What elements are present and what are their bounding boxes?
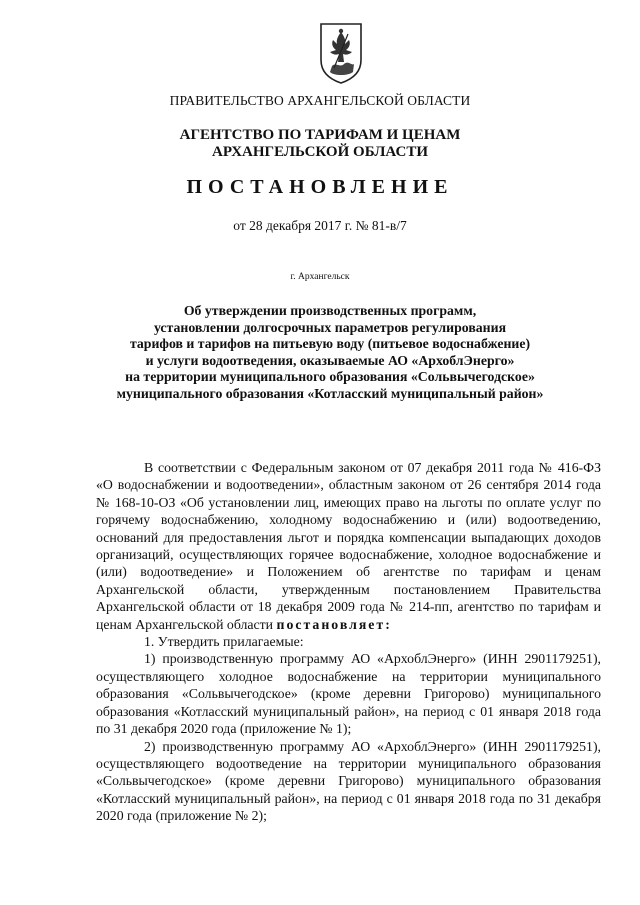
arkhangelsk-coat-of-arms-icon xyxy=(318,22,364,84)
government-name: ПРАВИТЕЛЬСТВО АРХАНГЕЛЬСКОЙ ОБЛАСТИ xyxy=(169,93,471,108)
title-line: на территории муниципального образования «Сольвычегодское» xyxy=(125,369,535,384)
list-item: 1) производственную программу АО «АрхоблЭнерго» (ИНН 2901179251), осуществляющего холодное водоснабжение на территории муниципального образования «Сольвычегодское» (кроме деревни Григорово) муниципального образования «Котласский муниципальный район», на период с 01 января 2018 года по 31 декабря 2020 года (приложение № 1); xyxy=(96,651,601,737)
document-type-heading: ПОСТАНОВЛЕНИЕ xyxy=(186,176,454,198)
preamble-paragraph xyxy=(96,459,601,633)
title-line: установлении долгосрочных параметров регулирования xyxy=(153,319,507,335)
document-body xyxy=(96,459,601,825)
title-line: муниципального образования «Котласский муниципальный район» xyxy=(116,385,544,401)
document-city: г. Архангельск xyxy=(290,272,350,282)
point-paragraph: 1. Утвердить прилагаемые: xyxy=(144,634,304,650)
preamble-text: В соответствии с Федеральным законом от 07 декабря 2011 года № 416-ФЗ «О водоснабжении и водоотведении», областным законом от 26 сентября 2014 года № 168-10-ОЗ «Об установлении лиц, имеющих право на льготы по оплате услуг по горячему водоснабжению, холодному водоснабжению и (или) водоотведению, оснований для предоставления льгот и порядка компенсации выпадающих доходов организаций, осуществляющих горячее водоснабжение, холодное водоснабжение и (или) водоотведение» и Положением об агентстве по тарифам и ценам Архангельской области, утвержденным постановлением Правительства Архангельской области от 18 декабря 2009 года № 214-пп, агентство по тарифам и ценам Архангельской области xyxy=(96,460,601,632)
document-title xyxy=(60,303,600,402)
document-date-number: от 28 декабря 2017 г. № 81-в/7 xyxy=(233,218,407,233)
agency-name-line: АРХАНГЕЛЬСКОЙ ОБЛАСТИ xyxy=(212,144,428,160)
agency-name-line: АГЕНТСТВО ПО ТАРИФАМ И ЦЕНАМ xyxy=(179,127,461,143)
agency-name xyxy=(0,127,640,161)
title-line: тарифов и тарифов на питьевую воду (питьевое водоснабжение) xyxy=(129,336,531,351)
title-line: Об утверждении производственных программ, xyxy=(183,303,477,318)
title-line: и услуги водоотведения, оказываемые АО «АрхоблЭнерго» xyxy=(145,352,515,368)
list-item: 2) производственную программу АО «АрхоблЭнерго» (ИНН 2901179251), осуществляющего водоотведение на территории муниципального образования «Сольвычегодское» (кроме деревни Григорово) муниципального образования «Котласский муниципальный район», на период с 01 января 2018 года по 31 декабря 2020 года (приложение № 2); xyxy=(96,738,601,824)
resolution-word: постановляет: xyxy=(276,616,392,632)
